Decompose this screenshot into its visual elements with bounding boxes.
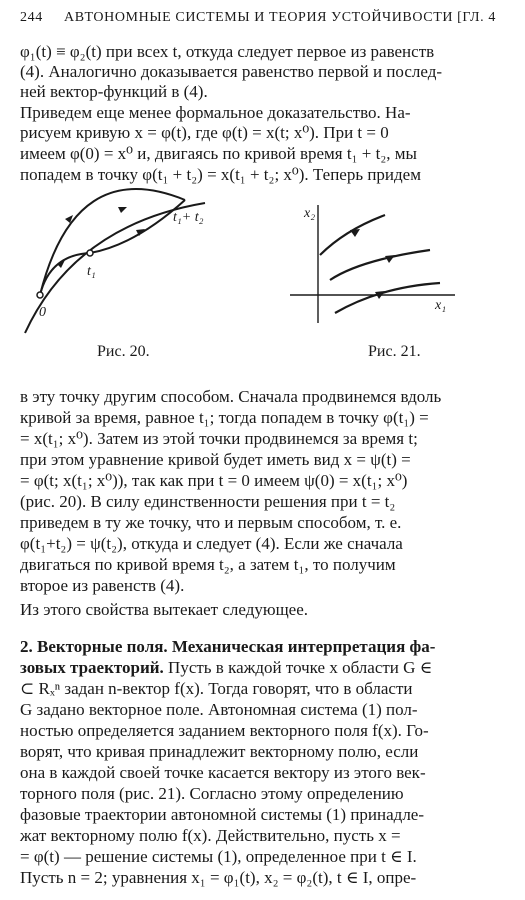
text-line: зовых траекторий. Пусть в каждой точке x области G ∈ xyxy=(20,658,433,677)
field-curve xyxy=(320,215,385,255)
figure-21 xyxy=(290,205,460,325)
trajectory-upper xyxy=(40,189,185,295)
text-line: жат векторному полю f(x). Действительно, пусть x = xyxy=(20,826,401,845)
text-line: ⊂ Rₓⁿ задан n-вектор f(x). Тогда говорят, что в области xyxy=(20,679,413,698)
text-line: φ(t₁+t₂) = ψ(t₂), откуда и следует (4). Если же сначала xyxy=(20,534,403,553)
text-line: она в каждой своей точке касается вектору из этого век- xyxy=(20,763,426,782)
arrow-icon xyxy=(118,207,127,213)
caption-fig-21: Рис. 21. xyxy=(368,343,421,360)
text-line: в эту точку другим способом. Сначала продвинемся вдоль xyxy=(20,387,442,406)
text-line: = φ(t) — решение системы (1), определенное при t ∈ I. xyxy=(20,847,417,866)
text-line: ностью определяется заданием векторного поля f(x). Го- xyxy=(20,721,429,740)
section-heading-continued: зовых траекторий. xyxy=(20,658,164,677)
chapter-title: АВТОНОМНЫЕ СИСТЕМЫ И ТЕОРИЯ УСТОЙЧИВОСТИ [ГЛ. 4 xyxy=(64,10,496,25)
arrow-icon xyxy=(350,229,360,237)
label-t1-t2: t₁+ t₂ xyxy=(173,210,204,225)
field-curve xyxy=(335,283,440,313)
text-line: ней вектор-функций в (4). xyxy=(20,82,208,101)
text-line: (рис. 20). В силу единственности решения при t = t₂ xyxy=(20,492,396,511)
text-line: попадем в точку φ(t₁ + t₂) = x(t₁ + t₂; x⁰). Теперь придем xyxy=(20,165,421,184)
text-line: кривой за время, равное t₁; тогда попадем в точку φ(t₁) = xyxy=(20,408,429,427)
property-7: Из этого свойства вытекает следующее. xyxy=(20,600,308,619)
text-line: при этом уравнение кривой будет иметь вид x = ψ(t) = xyxy=(20,450,411,469)
text-line: второе из равенств (4). xyxy=(20,576,185,595)
text-line: (4). Аналогично доказывается равенство первой и послед- xyxy=(20,62,443,81)
label-x1: x₁ xyxy=(435,298,447,313)
text-line: Приведем еще менее формальное доказательство. На- xyxy=(20,103,411,122)
text-line: ворят, что кривая принадлежит векторному полю, если xyxy=(20,742,419,761)
text-line: имеем φ(0) = x⁰ и, двигаясь по кривой время t₁ + t₂, мы xyxy=(20,144,417,163)
caption-fig-20: Рис. 20. xyxy=(97,343,150,360)
trajectory-arc xyxy=(90,200,185,253)
label-0: 0 xyxy=(39,305,46,320)
label-x2: x₂ xyxy=(304,206,316,221)
text-line: = x(t₁; x⁰). Затем из этой точки продвинемся за время t; xyxy=(20,429,418,448)
section-heading: 2. Векторные поля. Механическая интерпретация фа- xyxy=(20,637,436,656)
label-t1: t₁ xyxy=(87,264,96,279)
text-line: рисуем кривую x = φ(t), где φ(t) = x(t; x⁰). При t = 0 xyxy=(20,123,389,142)
text-line: φ₁(t) ≡ φ₂(t) при всех t, откуда следует первое из равенств xyxy=(20,42,435,61)
page-number: 244 xyxy=(20,10,43,25)
point-t1 xyxy=(87,250,93,256)
text-line: фазовые траектории автономной системы (1) принадле- xyxy=(20,805,425,824)
text-line: G задано векторное поле. Автономная система (1) пол- xyxy=(20,700,418,719)
text-line: Пусть n = 2; уравнения x₁ = φ₁(t), x₂ = φ₂(t), t ∈ I, опре- xyxy=(20,868,417,887)
text-line: двигаться по кривой время t₂, а затем t₁, то получим xyxy=(20,555,396,574)
text-line: = φ(t; x(t₁; x⁰)), так как при t = 0 имеем ψ(0) = x(t₁; x⁰) xyxy=(20,471,408,490)
figure-20 xyxy=(15,185,245,335)
point-origin xyxy=(37,292,43,298)
text-line: приведем в ту же точку, что и первым способом, т. е. xyxy=(20,513,402,532)
text-line: торного поля (рис. 21). Согласно этому определению xyxy=(20,784,404,803)
field-curve xyxy=(330,250,430,280)
